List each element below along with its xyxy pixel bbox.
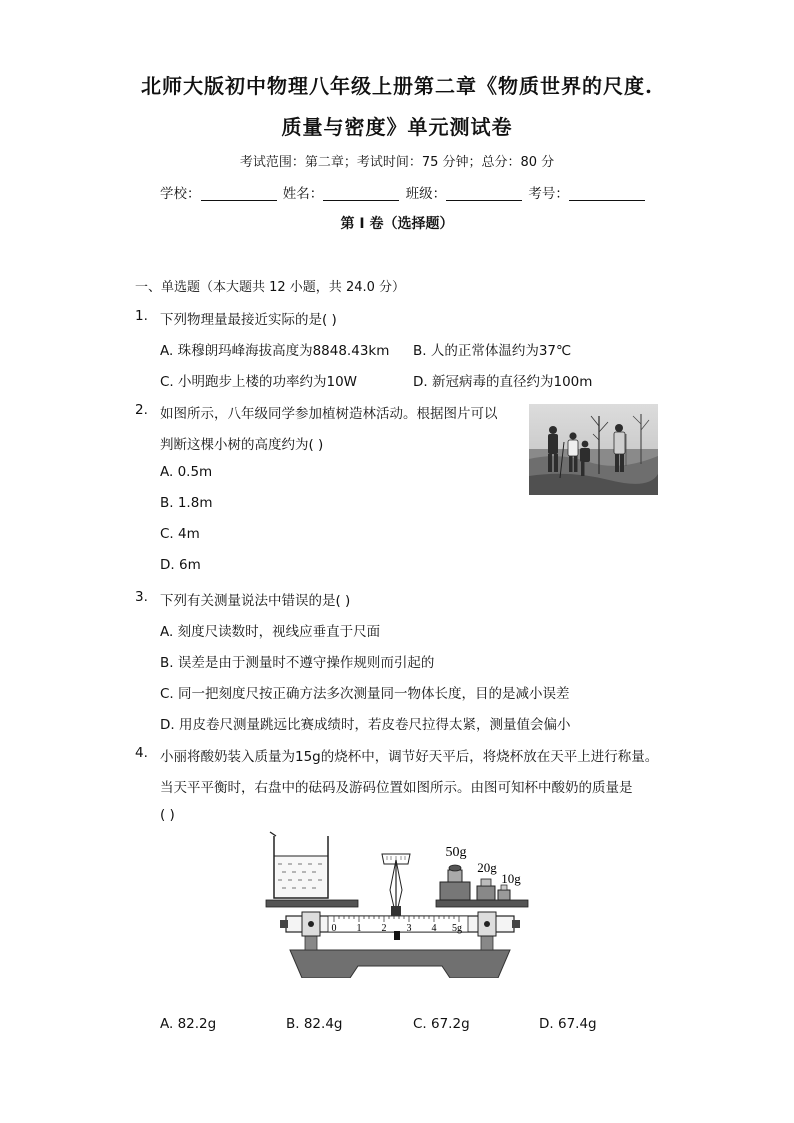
rider [394,931,400,940]
question-4-option-d: D. 67.4g [539,1016,597,1032]
question-3-stem: 下列有关测量说法中错误的是( ) [160,593,351,609]
question-1-number: 1. [135,308,148,324]
volume-heading: 第 I 卷（选择题） [340,216,454,232]
question-4-option-c: C. 67.2g [413,1016,470,1032]
question-4-stem-line-2: 当天平平衡时，右盘中的砝码及游码位置如图所示。由图可知杯中酸奶的质量是 [160,780,633,796]
question-2-option-a: A. 0.5m [160,464,213,480]
scale-tick-5g: 5g [452,923,462,934]
scale-tick-4: 4 [431,923,437,934]
question-3-number: 3. [135,589,148,605]
question-3-option-d: D. 用皮卷尺测量跳远比赛成绩时，若皮卷尺拉得太紧，测量值会偏小 [160,717,571,733]
name-label: 姓名： [282,186,324,202]
question-4-option-a: A. 82.2g [160,1016,217,1032]
student-info-row [160,182,647,202]
question-4-option-b: B. 82.4g [286,1016,343,1032]
weight-20g [477,886,495,900]
question-3-option-c: C. 同一把刻度尺按正确方法多次测量同一物体长度，目的是减小误差 [160,686,570,702]
school-label: 学校： [160,186,201,202]
exam-title-line-2: 质量与密度》单元测试卷 [281,115,513,139]
question-2-stem-line-1: 如图所示，八年级同学参加植树造林活动。根据图片可以 [160,406,498,422]
weight-50g [440,882,470,900]
weight-label-50g: 50g [445,845,467,860]
question-1-option-c: C. 小明跑步上楼的功率约为10W [160,374,358,390]
school-blank [201,186,277,201]
scale-tick-2: 2 [381,923,387,934]
weight-label-10g: 10g [501,871,521,886]
class-blank [446,186,522,201]
section-heading: 一、单选题（本大题共 12 小题，共 24.0 分） [135,280,406,295]
balance-base [290,950,510,978]
question-1-option-b: B. 人的正常体温约为37℃ [413,343,572,359]
class-label: 班级： [405,186,447,202]
exam-title-line-1: 北师大版初中物理八年级上册第二章《物质世界的尺度. [141,74,653,98]
scale-tick-3: 3 [406,923,412,934]
question-3-option-b: B. 误差是由于测量时不遵守操作规则而引起的 [160,655,435,671]
beaker [270,832,328,898]
question-4-stem-line-1: 小丽将酸奶装入质量为15g的烧杯中，调节好天平后，将烧杯放在天平上进行称量。 [160,749,659,765]
exam-info: 考试范围：第二章；考试时间：75 分钟；总分：80 分 [239,155,555,170]
scale-tick-1: 1 [356,923,362,934]
weight-10g [498,890,510,900]
weights [440,845,521,900]
question-2-option-d: D. 6m [160,557,201,573]
weight-label-20g: 20g [477,860,497,875]
number-label: 考号： [528,186,569,202]
question-1-stem: 下列物理量最接近实际的是( ) [160,312,337,328]
question-2-number: 2. [135,402,148,418]
question-1-option-d: D. 新冠病毒的直径约为100m [413,374,593,390]
tree-planting-photo [529,404,658,495]
scale-ruler [328,916,468,940]
question-3-option-a: A. 刻度尺读数时，视线应垂直于尺面 [160,624,381,640]
balance-pointer [382,854,410,916]
question-2-option-c: C. 4m [160,526,200,542]
question-2-stem-line-2: 判断这棵小树的高度约为( ) [160,437,324,453]
question-1-option-a: A. 珠穆朗玛峰海拔高度为8848.43km [160,343,390,359]
name-blank [323,186,399,201]
balance-figure [262,830,538,978]
number-blank [569,186,645,201]
question-4-number: 4. [135,745,148,761]
question-4-stem-line-3: ( ) [160,807,175,823]
scale-tick-0: 0 [331,923,337,934]
question-2-option-b: B. 1.8m [160,495,213,511]
